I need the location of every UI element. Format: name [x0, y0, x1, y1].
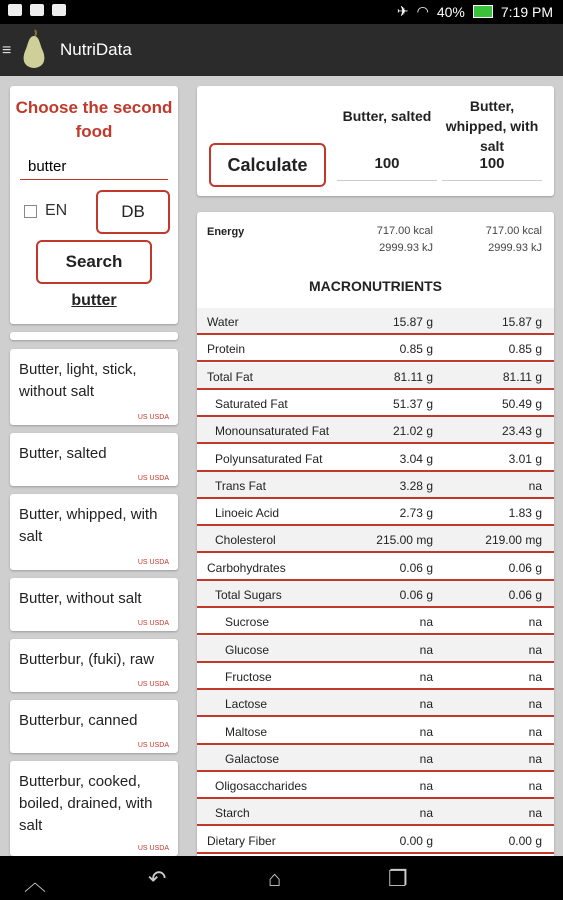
nutrient-value-food1: na: [419, 751, 433, 766]
table-row: [197, 499, 554, 526]
nutrient-value-food1: 21.02 g: [392, 424, 433, 439]
nutrient-table: [197, 212, 554, 862]
table-row: [197, 581, 554, 608]
table-row: [197, 663, 554, 690]
nutrient-value-food1: na: [419, 806, 433, 821]
status-bar: [0, 0, 563, 24]
nutrient-value-food1: na: [419, 724, 433, 739]
nutrient-value-food1: na: [419, 642, 433, 657]
nutrient-value-food1: na: [419, 779, 433, 794]
search-button[interactable]: Search: [36, 240, 152, 284]
nutrient-name: Galactose: [225, 751, 280, 766]
nutrient-value-food2: 1.83 g: [508, 506, 542, 521]
search-panel-title: Choose the second food: [15, 98, 173, 141]
airplane-icon: ✈: [396, 3, 409, 19]
result-source: US USDA: [137, 845, 169, 852]
nutrient-value-food2: 15.87 g: [501, 315, 542, 329]
nutrient-value-food1: 81.11 g: [393, 369, 433, 384]
result-name: Butter, whipped, with salt: [19, 506, 158, 545]
back-icon[interactable]: ↶: [148, 866, 167, 891]
nutrient-value-food1: 2.73 g: [399, 506, 433, 521]
energy-food1: [377, 223, 433, 257]
table-row: [197, 718, 554, 745]
energy-food1-kj: 2999.93 kJ: [379, 242, 433, 254]
result-name: Butterbur, canned: [19, 712, 138, 729]
nutrient-value-food1: na: [419, 669, 433, 684]
nutrient-name: Oligosaccharides: [215, 779, 308, 794]
nutrient-value-food2: 0.85 g: [508, 342, 542, 357]
current-search-term: butter: [71, 292, 117, 309]
nutrient-value-food1: 51.37 g: [392, 396, 433, 411]
nutrient-value-food2: na: [528, 669, 542, 684]
food1-quantity-input[interactable]: 100: [337, 148, 437, 181]
search-panel: [10, 86, 178, 324]
nutrient-value-food1: 0.06 g: [399, 560, 433, 575]
nutrient-value-food1: 3.28 g: [399, 478, 433, 493]
section-title: MACRONUTRIENTS: [309, 278, 442, 294]
table-row: [197, 308, 554, 335]
table-row: [197, 526, 554, 553]
nutrient-value-food2: 81.11 g: [502, 369, 542, 384]
list-item[interactable]: [10, 761, 178, 856]
nutrient-name: Protein: [207, 342, 246, 357]
result-name: Butter, light, stick, without salt: [19, 361, 137, 400]
db-button[interactable]: DB: [96, 190, 170, 234]
nutrient-value-food2: na: [528, 697, 542, 712]
table-row: [197, 636, 554, 663]
result-name: Butter, without salt: [19, 590, 142, 607]
list-item[interactable]: [10, 639, 178, 692]
nutrient-value-food2: 0.06 g: [508, 560, 542, 575]
sd-card-icon: [30, 4, 44, 16]
table-row: [197, 335, 554, 362]
energy-food1-kcal: 717.00 kcal: [376, 225, 433, 237]
nutrient-value-food1: 15.87 g: [392, 315, 433, 329]
nutrient-value-food2: na: [528, 615, 542, 630]
list-item[interactable]: [10, 578, 178, 631]
nutrient-value-food2: 23.43 g: [501, 424, 542, 439]
list-item[interactable]: [10, 349, 178, 425]
energy-food2-kj: 2999.93 kJ: [488, 242, 542, 254]
en-checkbox-row[interactable]: [24, 202, 67, 220]
nutrient-name: Starch: [215, 806, 250, 821]
nutrient-value-food2: na: [528, 779, 542, 794]
table-row: [197, 363, 554, 390]
wifi-icon: ◠: [416, 3, 429, 19]
nutrient-name: Sucrose: [225, 615, 270, 630]
energy-label: Energy: [207, 226, 245, 238]
nutrient-value-food1: 215.00 mg: [376, 533, 433, 548]
table-row: [197, 690, 554, 717]
nutrient-name: Lactose: [225, 697, 268, 712]
nutrient-value-food2: na: [528, 724, 542, 739]
food2-heading: Butter, whipped, with salt: [445, 98, 539, 154]
nutrient-name: Water: [207, 315, 239, 329]
nutrient-name: Glucose: [225, 642, 270, 657]
result-source: US USDA: [137, 559, 169, 566]
nutrient-value-food1: na: [419, 615, 433, 630]
food2-quantity-input[interactable]: 100: [442, 148, 542, 181]
calculate-button[interactable]: Calculate: [209, 143, 326, 187]
app-title: NutriData: [60, 40, 132, 59]
result-name: Butterbur, (fuki), raw: [19, 651, 155, 668]
search-input[interactable]: [20, 154, 168, 180]
result-source: US USDA: [137, 475, 169, 482]
recents-icon[interactable]: ❐: [388, 866, 408, 891]
nutrient-name: Carbohydrates: [207, 560, 286, 575]
nutrient-value-food1: 0.00 g: [399, 833, 433, 848]
energy-food2: [486, 223, 542, 257]
result-source: US USDA: [137, 620, 169, 627]
nutrient-value-food2: na: [528, 751, 542, 766]
nutrient-value-food2: 3.01 g: [508, 451, 542, 466]
result-name: Butter, salted: [19, 445, 107, 462]
battery-icon: [473, 5, 493, 18]
nutrient-name: Polyunsaturated Fat: [215, 451, 323, 466]
nutrient-value-food2: 50.49 g: [501, 396, 542, 411]
nutrient-value-food1: 0.85 g: [399, 342, 433, 357]
compare-header: [197, 86, 554, 196]
table-row: [197, 472, 554, 499]
nutrient-value-food2: 219.00 mg: [485, 533, 542, 548]
result-source: US USDA: [137, 742, 169, 749]
table-row: [197, 799, 554, 826]
food1-heading: Butter, salted: [342, 108, 432, 124]
recent-apps-chevron-icon[interactable]: ︿: [24, 870, 47, 895]
result-source: US USDA: [137, 414, 169, 421]
nutrient-name: Saturated Fat: [215, 396, 288, 411]
list-item[interactable]: [10, 433, 178, 486]
nutrient-value-food2: na: [528, 642, 542, 657]
app-bar: [0, 24, 563, 76]
nutrient-name: Trans Fat: [215, 478, 266, 493]
list-item[interactable]: [10, 700, 178, 753]
table-row: [197, 772, 554, 799]
photo-icon: [8, 4, 22, 16]
table-row: [197, 390, 554, 417]
home-icon[interactable]: ⌂: [268, 866, 282, 891]
pear-logo-icon[interactable]: [18, 28, 50, 72]
battery-percent: 40%: [436, 3, 465, 20]
nutrient-name: Total Fat: [207, 369, 254, 384]
table-row: [197, 445, 554, 472]
nutrient-value-food1: 3.04 g: [399, 451, 433, 466]
nutrient-name: Fructose: [225, 669, 272, 684]
clock: 7:19 PM: [500, 3, 553, 20]
table-row: [197, 827, 554, 854]
nutrient-name: Monounsaturated Fat: [215, 424, 330, 439]
table-row: [197, 608, 554, 635]
nutrient-name: Dietary Fiber: [207, 833, 276, 848]
en-label: EN: [45, 202, 68, 219]
nutrient-value-food2: na: [528, 478, 542, 493]
nutrient-name: Linoeic Acid: [215, 506, 280, 521]
nutrient-name: Total Sugars: [215, 588, 282, 602]
table-row: [197, 417, 554, 444]
cat-icon: [52, 4, 66, 16]
notification-icons: [8, 4, 66, 16]
nutrient-value-food2: na: [528, 806, 542, 821]
result-source: US USDA: [137, 681, 169, 688]
list-divider: [10, 332, 178, 340]
nutrient-name: Cholesterol: [215, 533, 276, 548]
menu-icon[interactable]: ≡: [2, 42, 12, 59]
nutrient-value-food1: 0.06 g: [399, 588, 433, 602]
table-row: [197, 554, 554, 581]
nutrient-value-food2: 0.06 g: [508, 588, 542, 602]
energy-food2-kcal: 717.00 kcal: [485, 225, 542, 237]
list-item[interactable]: [10, 494, 178, 570]
navigation-bar: [0, 856, 563, 900]
en-checkbox[interactable]: [24, 205, 37, 218]
nutrient-value-food1: na: [419, 697, 433, 712]
nutrient-value-food2: 0.00 g: [508, 833, 542, 848]
nutrient-name: Maltose: [225, 724, 268, 739]
result-name: Butterbur, cooked, boiled, drained, with salt: [19, 773, 153, 834]
table-row: [197, 745, 554, 772]
